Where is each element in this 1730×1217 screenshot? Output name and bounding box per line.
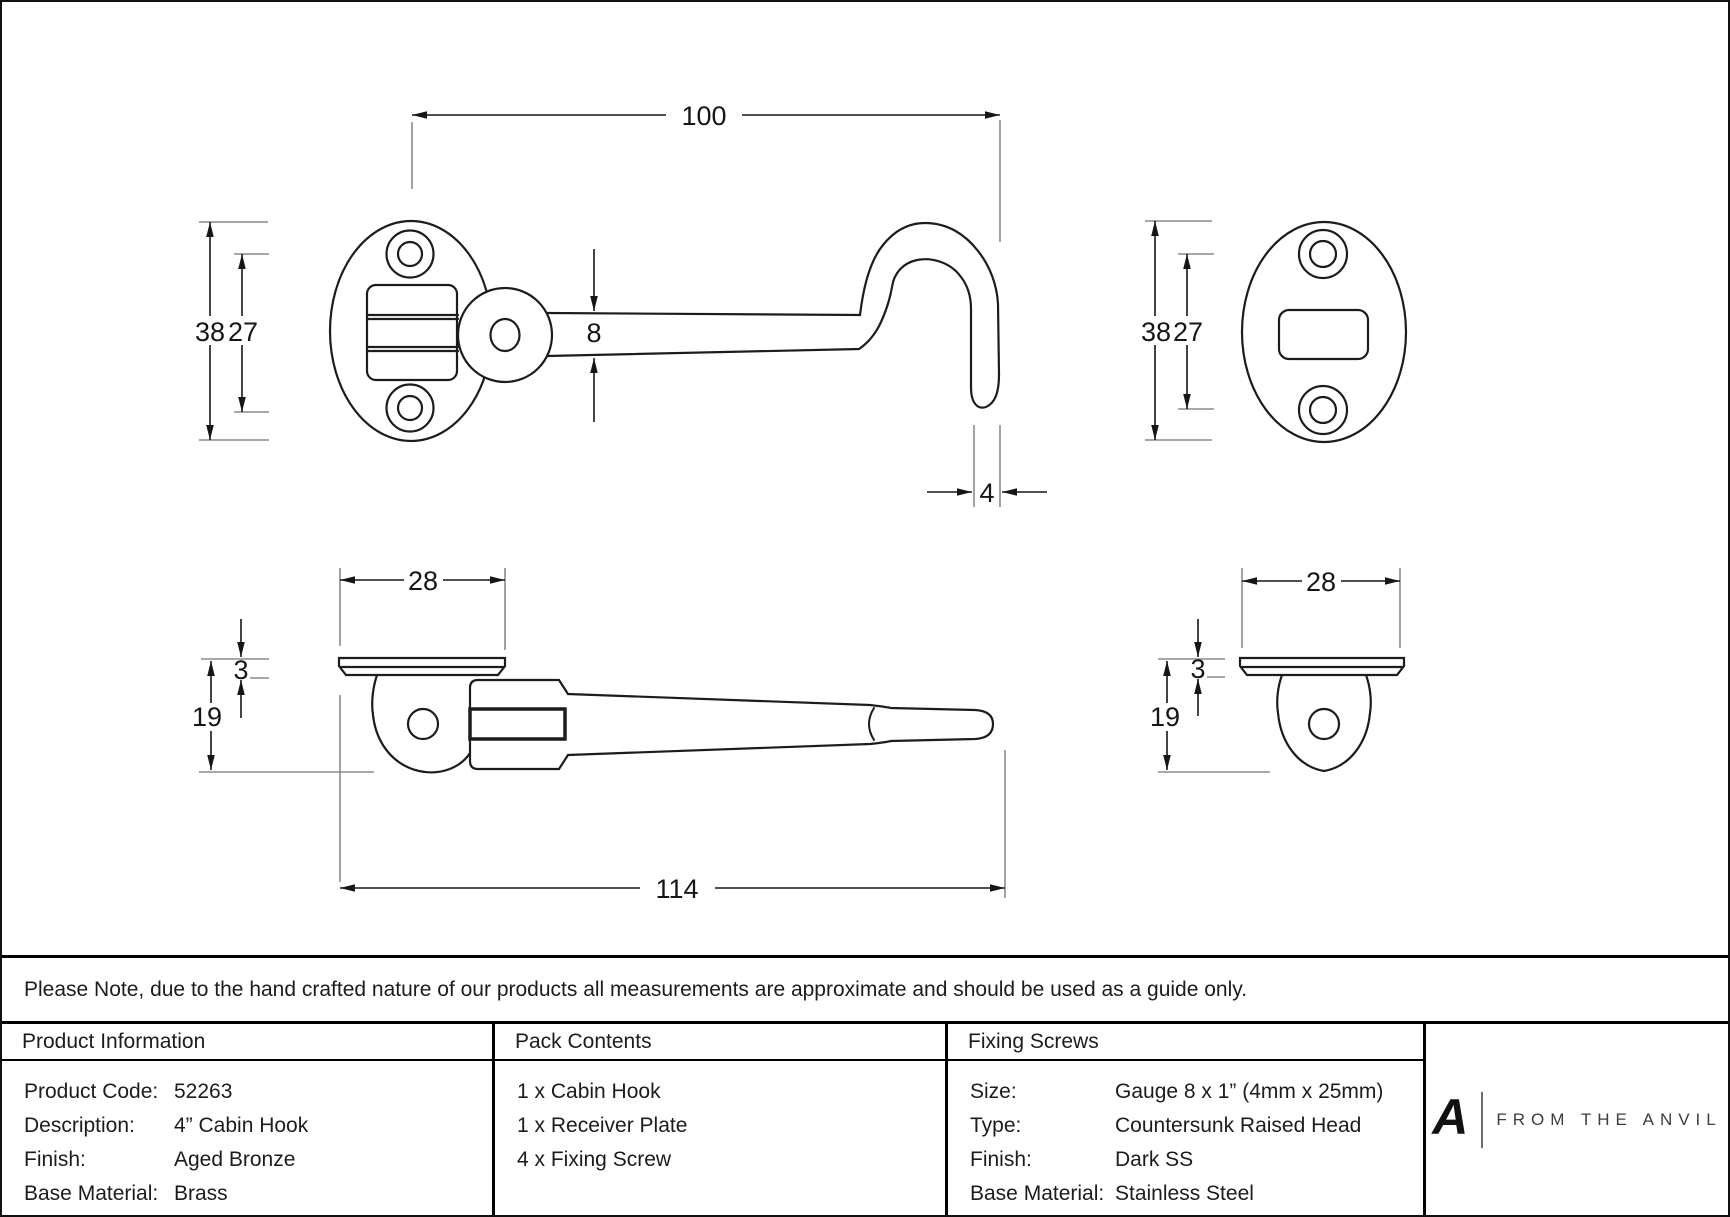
dimension-drawing — [2, 2, 1730, 957]
brand-name: FROM THE ANVIL — [1496, 1109, 1722, 1129]
dim-side-plate-width: 28 — [407, 566, 439, 596]
pack-contents-header: Pack Contents — [495, 1024, 945, 1061]
screw-finish-value: Dark SS — [1115, 1148, 1194, 1171]
finish-label: Finish: — [24, 1148, 86, 1171]
front-view-dimensions — [195, 101, 1047, 508]
receiver-screw-hole-bottom — [1299, 386, 1347, 434]
receiver-slot — [1279, 310, 1368, 359]
table-row — [24, 1075, 492, 1109]
receiver-front-dimensions — [1140, 221, 1214, 440]
list-item: 1 x Receiver Plate — [517, 1114, 688, 1137]
brand-logo — [1432, 1088, 1722, 1148]
spec-table — [2, 1021, 1728, 1215]
table-row — [970, 1177, 1423, 1211]
dim-receiver-depth: 19 — [1149, 702, 1181, 732]
side-knuckle-hole — [408, 709, 438, 739]
dim-receiver-plate-width: 28 — [1305, 567, 1337, 597]
product-information-header: Product Information — [2, 1024, 492, 1061]
fixing-screws-header: Fixing Screws — [948, 1024, 1423, 1061]
brand-column — [1423, 1024, 1728, 1215]
hook-plate-hinge-band — [367, 285, 457, 380]
receiver-plate-oval — [1242, 222, 1406, 442]
receiver-plate-front-view — [1242, 222, 1406, 442]
pack-contents-column — [492, 1024, 945, 1215]
dim-hook-width: 4 — [979, 478, 995, 508]
measurement-note-bar — [2, 955, 1728, 1021]
cabin-hook-side-view — [339, 658, 993, 772]
screw-base-material-label: Base Material: — [970, 1182, 1105, 1205]
base-material-value: Brass — [174, 1182, 228, 1205]
dim-side-total-length: 114 — [655, 874, 699, 904]
receiver-side-hole — [1309, 709, 1339, 739]
measurement-note-text: Please Note, due to the hand crafted nature of our products all measurements are approximate and should be used as a guide only. — [24, 977, 1248, 1001]
table-row — [970, 1075, 1423, 1109]
receiver-screw-hole-top — [1299, 230, 1347, 278]
product-code-label: Product Code: — [24, 1080, 159, 1103]
screw-size-label: Size: — [970, 1080, 1017, 1103]
hook-pivot — [458, 288, 552, 382]
finish-value: Aged Bronze — [174, 1148, 296, 1171]
receiver-side-view — [1240, 658, 1404, 771]
screw-type-label: Type: — [970, 1114, 1022, 1137]
hook-plate-screw-hole-bottom — [387, 385, 434, 432]
dim-receiver-hole-spacing: 27 — [1172, 317, 1204, 347]
dim-receiver-plate-thickness: 3 — [1190, 654, 1206, 684]
table-row — [970, 1109, 1423, 1143]
table-row — [24, 1109, 492, 1143]
dim-bar-width: 8 — [586, 318, 602, 348]
hook-plate-screw-hole-top — [387, 231, 434, 278]
description-value: 4” Cabin Hook — [174, 1114, 309, 1137]
product-code-value: 52263 — [174, 1080, 233, 1103]
base-material-label: Base Material: — [24, 1182, 159, 1205]
table-row — [24, 1143, 492, 1177]
screw-type-value: Countersunk Raised Head — [1115, 1114, 1362, 1137]
list-item: 4 x Fixing Screw — [517, 1148, 672, 1171]
list-item: 1 x Cabin Hook — [517, 1080, 661, 1103]
dim-side-depth: 19 — [191, 702, 223, 732]
dim-hook-hole-spacing: 27 — [227, 317, 259, 347]
hook-arm-and-hook — [547, 223, 999, 408]
description-label: Description: — [24, 1114, 135, 1137]
side-knuckle — [372, 675, 470, 772]
dim-hook-length: 100 — [681, 101, 727, 131]
brand-divider — [1481, 1092, 1483, 1148]
side-slot — [470, 709, 565, 739]
dim-receiver-plate-height: 38 — [1140, 317, 1172, 347]
dim-hook-plate-height: 38 — [194, 317, 226, 347]
screw-size-value: Gauge 8 x 1” (4mm x 25mm) — [1115, 1080, 1384, 1103]
table-row — [24, 1177, 492, 1211]
product-information-column — [2, 1024, 492, 1215]
table-row — [970, 1143, 1423, 1177]
screw-finish-label: Finish: — [970, 1148, 1032, 1171]
cabin-hook-front-view — [330, 221, 999, 441]
receiver-side-tab — [1277, 675, 1371, 771]
screw-base-material-value: Stainless Steel — [1115, 1182, 1254, 1205]
anvil-monogram-icon: A — [1432, 1088, 1469, 1145]
fixing-screws-column — [945, 1024, 1423, 1215]
dim-side-plate-thickness: 3 — [233, 655, 249, 685]
